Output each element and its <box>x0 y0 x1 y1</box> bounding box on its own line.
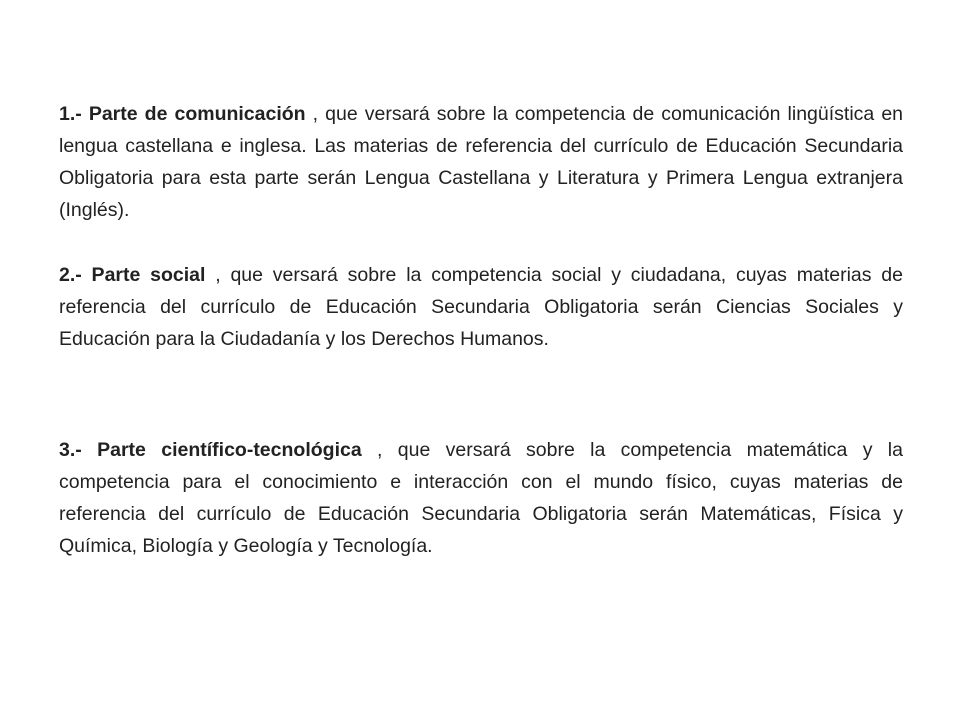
paragraph-comunicacion <box>59 98 903 226</box>
paragraph-cientifico-tecnologica <box>59 434 903 562</box>
paragraph-heading: 2.- Parte social <box>59 264 206 286</box>
paragraph-text: , que versará sobre la competencia matemática y la competencia para el conocimiento e interacción con el mundo físico, cuyas materias de referencia del currículo de Educación Secundaria Obligatoria serán Matemáticas, Física y Química, Biología y Geología y Tecnología. <box>59 439 903 557</box>
paragraph-heading: 3.- Parte científico-tecnológica <box>59 439 362 461</box>
paragraph-social <box>59 259 903 355</box>
paragraph-text: , que versará sobre la competencia de comunicación lingüística en lengua castellana e inglesa. Las materias de referencia del currículo de Educación Secundaria Obligatoria para esta parte serán Lengua Castellana y Literatura y Primera Lengua extranjera (Inglés). <box>59 103 904 221</box>
paragraph-text: , que versará sobre la competencia social y ciudadana, cuyas materias de referencia del currículo de Educación Secundaria Obligatoria serán Ciencias Sociales y Educación para la Ciudadanía y los Derechos Humanos. <box>59 264 903 350</box>
paragraph-heading: 1.- Parte de comunicación <box>59 103 306 125</box>
